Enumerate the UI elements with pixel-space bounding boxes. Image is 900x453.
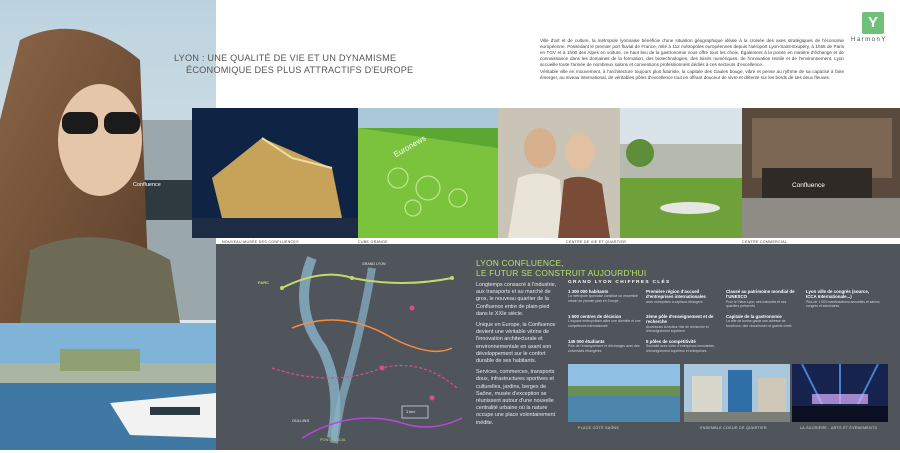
saone-square-photo: [568, 364, 680, 422]
caption-saone: PLACE CÔTÉ SAÔNE: [578, 426, 620, 430]
panel-paragraph-1: Longtemps consacré à l'industrie, aux transports et au marché de gros, le nouveau quartier de la Confluence entre de plain-pied dans le XXIe siècle.: [476, 282, 557, 317]
map-scale: 1 km: [406, 409, 415, 414]
intro-paragraph-1: Ville d'art et de culture, la métropole lyonnaise bénéficie d'une situation géographique idéale à la croisée des axes stratégiques de l'économie européenne. Possédant le premier port fluvial de France, relié à 112 métropoles européennes depuis l'aéroport Lyon-Saint-Exupéry, à 1h55 de Paris en TGV et à 1h00 des Alpes en voiture, ce haut lieu de la gastronomie vous offre tous les choix. Également à la pointe en matière d'échange et de connaissance dans les domaines de la formation, des biotechnologies, des loisirs numériques, de l'innovation textile et de l'environnement, Lyon accueille toute l'année de nombreux salons et conventions professionnels dédiés à ces secteurs d'excellence.: [540, 38, 844, 67]
fact-5-text: Accentuant la lecteur rôle de recherche et d'enseignement supérieur: [646, 324, 709, 334]
logo-top-word: HarmonY: [851, 37, 887, 43]
shopping-center-photo: [742, 108, 900, 238]
panel-title-line-1: LYON CONFLUENCE,: [476, 258, 564, 268]
headline-line-1: LYON : UNE QUALITÉ DE VIE ET UN DYNAMISME: [174, 53, 397, 63]
caption-sucriere: LA SUCRIÈRE - ARTS ET ÉVÈNEMENTS: [800, 426, 878, 430]
confluence-sign: Confluence: [133, 182, 161, 188]
fact-8: [726, 314, 800, 328]
panel-body: [476, 282, 560, 431]
fact-2: [568, 314, 642, 328]
fact-1-text: La métropole lyonnaise constitue un ensemble urbain de premier plan en Europe: [568, 294, 638, 303]
fact-3-text: Pôle de l'enseignement et d'échanges avec des universités étrangères: [568, 344, 640, 353]
sucriere-concert-photo: [792, 364, 888, 422]
fact-4-text: avec entreprises à capitaux étrangers: [646, 299, 703, 304]
intro-text: [540, 38, 844, 81]
fact-3-head: 145 000 étudiants: [568, 339, 605, 344]
fact-7-head: Classé au patrimoine mondial de l'UNESCO: [726, 289, 795, 300]
fact-5-head: 2ème pôle d'enseignement et de recherche: [646, 314, 714, 325]
park-photo: [620, 108, 742, 238]
caption-museum: NOUVEAU MUSÉE DES CONFLUENCES: [222, 240, 299, 244]
fact-8-text: La ville de bonne garde une adresse de bouchons, des «bouchons» et grands chefs: [726, 319, 792, 328]
facts-title: GRAND LYON CHIFFRES CLÉS: [568, 280, 671, 285]
intro-paragraph-2: Véritable ville en mouvement, à l'architecture toujours plus futuriste, la capitale des Gaules bouge, vibre et pense au rythme de sa capacité à faire émerger, au niveau international, de véritables pôles d'excellence tout en offrant douceur de vivre et détente sur les bords de ses deux fleuves.: [540, 69, 844, 80]
fact-7-text: Pour le Vieux Lyon, ses traboules et ses quartiers préservés: [726, 299, 787, 309]
fact-1-head: 1 300 000 habitants: [568, 289, 609, 294]
caption-life: CENTRE DE VIE ET QUARTIER: [566, 240, 627, 244]
fact-4: [646, 289, 720, 304]
marina-photo: [0, 323, 216, 450]
fact-9: [806, 289, 880, 308]
fact-6-text: Souhaité avec vivier d'entreprises innovantes, d'enseignement supérieur et entreprises: [646, 344, 715, 353]
museum-photo: [192, 108, 358, 238]
green-building-photo: [358, 108, 498, 238]
map-label-bridge: PONT PASCAL: [320, 438, 347, 442]
fact-1: [568, 289, 642, 303]
confluence-map: [252, 248, 467, 448]
fact-2-text: L'espace métropolitain attire une clientèle et une compétence internationale: [568, 319, 641, 328]
woman-sunglasses-photo: [0, 0, 216, 323]
confluence-sign-mall: Confluence: [792, 182, 825, 189]
panel-paragraph-3: Services, commerces, transports doux, infrastructures sportives et culturelles, jardins, berges de Saône, musée d'exception se réunissent autour d'une nouvelle centralité urbaine où la nature occupe une place volontairement inédite.: [476, 369, 556, 426]
couple-photo: [498, 108, 620, 238]
page-headline: [174, 52, 474, 76]
panel-title: [476, 258, 656, 278]
district-heart-photo: [684, 364, 790, 422]
map-label-city: OULLINS: [292, 418, 310, 423]
caption-cube: CUBE ORANGE: [358, 240, 388, 244]
logo-top-letter: Y: [867, 14, 878, 31]
map-label-zone: GRAND LYON: [362, 262, 386, 266]
fact-2-head: 1 500 centres de décision: [568, 314, 622, 319]
fact-6: [646, 339, 720, 353]
fact-9-head: Lyon ville de congrès (source, ICCA Internationale...): [806, 289, 870, 300]
fact-8-head: Capitale de la gastronomie: [726, 314, 782, 319]
fact-6-head: 5 pôles de compétitivité: [646, 339, 696, 344]
panel-paragraph-2: Unique en Europe, la Confluence devient une véritable vitrine de l'innovation architecturale et environnementale en axant son développement sur le confort durable de ses habitants.: [476, 322, 556, 365]
fact-7: [726, 289, 800, 308]
caption-mall: CENTRE COMMERCIAL: [742, 240, 788, 244]
fact-4-head: Première région d'accueil d'entreprises internationales: [646, 289, 706, 300]
map-label-park: PARC: [258, 280, 270, 285]
fact-9-text: Plus de 1 000 manifestations annuelles et salons congrès et séminaires: [806, 299, 880, 309]
green-building-sign: Euronews: [392, 133, 428, 160]
panel-title-line-2: LE FUTUR SE CONSTRUIT AUJOURD'HUI: [476, 268, 647, 278]
headline-line-2: ÉCONOMIQUE DES PLUS ATTRACTIFS D'EUROPE: [186, 65, 414, 75]
fact-3: [568, 339, 642, 353]
fact-5: [646, 314, 720, 333]
caption-district: ENSEMBLE COEUR DE QUARTIER: [700, 426, 767, 430]
